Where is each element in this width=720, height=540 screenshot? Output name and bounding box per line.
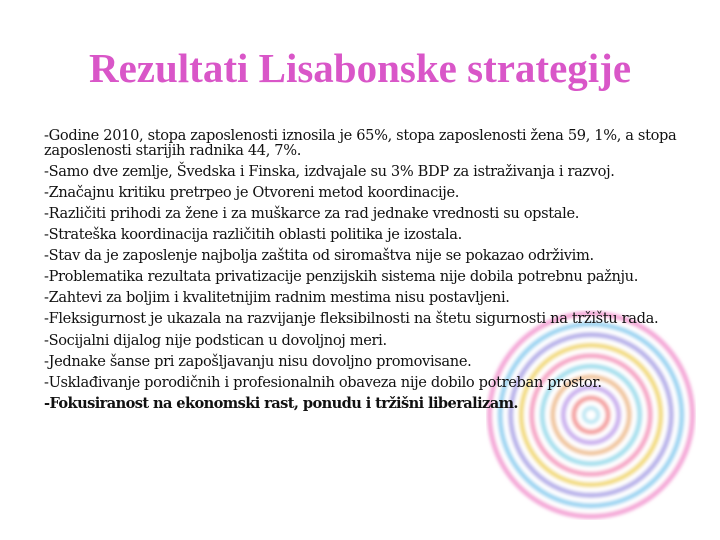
bullet-item: -Različiti prihodi za žene i za muškarce za rad jednake vrednosti su opstale. [44,204,580,222]
bullet-list [44,129,684,418]
bullet-item: -Zahtevi za boljim i kvalitetnijim radnim mestima nisu postavljeni. [44,289,510,307]
bullet-item: -Fokusiranost na ekonomski rast, ponudu i tržišni liberalizam. [44,394,518,412]
bullet-item: -Usklađivanje porodičnih i profesionalnih obaveza nije dobilo potreban prostor. [44,373,602,391]
bullet-item: -Fleksigurnost je ukazala na razvijanje fleksibilnosti na štetu sigurnosti na tržištu rada. [44,310,659,328]
bullet-item: -Jednake šanse pri zapošljavanju nisu dovoljno promovisane. [44,352,472,370]
slide-title: Rezultati Lisabonske strategije [88,45,632,91]
bullet-item: -Značajnu kritiku pretrpeo je Otvoreni metod koordinacije. [44,183,460,201]
bullet-item: -Stav da je zaposlenje najbolja zaštita od siromaštva nije se pokazao održivim. [44,247,594,265]
bullet-item: -Samo dve zemlje, Švedska i Finska, izdvajale su 3% BDP za istraživanja i razvoj. [44,162,615,180]
bullet-item: -Problematika rezultata privatizacije penzijskih sistema nije dobila potrebnu pažnju. [44,268,639,286]
bullet-item: -Strateška koordinacija različitih oblasti politika je izostala. [44,226,462,244]
bullet-item: -Socijalni dijalog nije podstican u dovoljnoj meri. [44,331,387,349]
bullet-item: -Godine 2010, stopa zaposlenosti iznosila je 65%, stopa zaposlenosti žena 59, 1%, a stopa zaposlenosti starijih radnika 44, 7%. [44,127,677,159]
